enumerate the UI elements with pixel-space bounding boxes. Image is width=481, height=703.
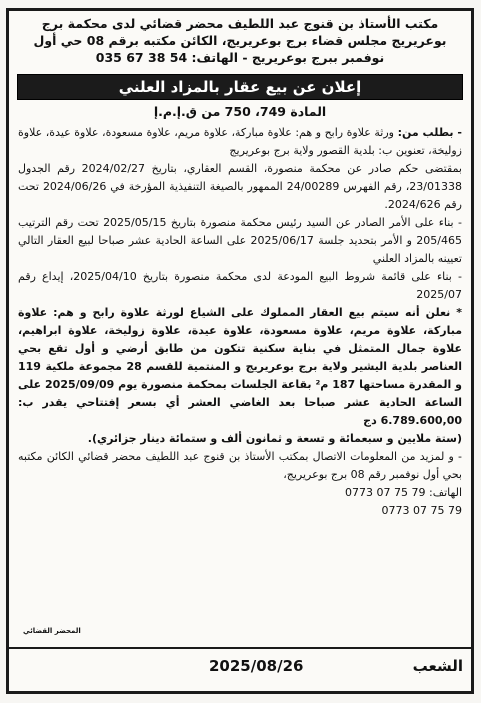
paragraph-price-words: (ستة ملايين و سبعمائة و تسعة و ثمانون ألف و ستمائة دينار جزائري). (87, 432, 462, 445)
paragraph-phone (18, 484, 462, 502)
header-line-3: نوفمبر ببرج بوعريريج - الهاتف: 54 38 67 035 (95, 50, 385, 65)
publication-date: 2025/08/26 (209, 657, 304, 675)
paragraph-contact: - و لمزيد من المعلومات الاتصال بمكتب الأستاذ بن قنوج عبد اللطيف محضر قضائي الكائن مكتبه بحي أول نوفمبر رقم 08 برج بوعريريج، (18, 450, 462, 481)
phone-1: الهاتف: 79 75 07 0773 (345, 486, 462, 499)
paragraph-phone-2 (18, 502, 462, 520)
notary-signature: المحضر القضائي (23, 627, 81, 635)
paragraph-order: - بناء على الأمر الصادر عن السيد رئيس محكمة منصورة بتاريخ 2025/05/15 تحت رقم الترتيب 205/465 و الأمر بتحديد جلسة 2025/06/17 على الساعة الحادية عشر صباحا لبيع العقار التالي تعيينه بالمزاد العلني (18, 216, 462, 265)
notary-header (9, 11, 471, 66)
header-line-1: مكتب الأستاذ بن قنوج عبد اللطيف محضر قضائي لدى محكمة برج (41, 16, 439, 31)
paragraph-sale-details: * نعلن أنه سيتم بيع العقار المملوك على الشياع لورثة علاوة رابح و هم: علاوة مباركة، علاوة مريم، علاوة مسعودة، علاوة عيدة، علاوة زوليخة، علاوة ابراهيم، علاوة جمال المتمثل في بناية سكنية تتكون من طابق أرضي و أول تقع بحي العناصر بلدية اليشير ولاية برج بوعريريج و المنتمية للقسم 28 مجموعة ملكية 119 و المقدرة مساحتها 187 م² بقاعة الجلسات بمحكمة منصورة يوم 2025/09/09 على الساعة الحادية عشر صباحا بعد الغاضي العشر أي بسعر إفتتاحي يقدر ب: 6.789.600,00 دج (18, 306, 462, 427)
newspaper-footer (9, 627, 471, 689)
paragraph-judgment: بمقتضى حكم صادر عن محكمة منصورة، القسم العقاري، بتاريخ 2024/02/27 رقم الجدول 23/01338، رقم الفهرس 24/00289 الممهور بالصيغة التنفيذية المؤرخة في 2024/06/26 تحت رقم 2024/626. (18, 162, 462, 211)
newspaper-name: الشعب (412, 657, 463, 675)
phone-2: 0773 07 75 79 (381, 504, 462, 517)
requesters-text: ورثة علاوة رابح و هم: علاوة مباركة، علاوة مريم، علاوة مسعودة، علاوة عيدة، علاوة زوليخة، تعنوين ب: بلدية القصور ولاية برج بوعريريج (18, 126, 462, 157)
paragraph-conditions: - بناء على قائمة شروط البيع المودعة لدى محكمة منصورة بتاريخ 2025/04/10، إيداع رقم 2025/07 (18, 270, 462, 301)
requesters-label: - بطلب من: (397, 126, 462, 139)
legal-article: المادة 749، 750 من ق.إ.م.إ (153, 104, 327, 119)
announcement-title: إعلان عن بيع عقار بالمزاد العلني (17, 74, 463, 100)
announcement-body (9, 122, 471, 520)
announcement-frame (6, 8, 474, 694)
paragraph-requesters (18, 124, 462, 160)
header-line-2: بوعريريج مجلس قضاء برج بوعريريج، الكائن مكتبه برقم 08 حي أول (33, 33, 447, 48)
